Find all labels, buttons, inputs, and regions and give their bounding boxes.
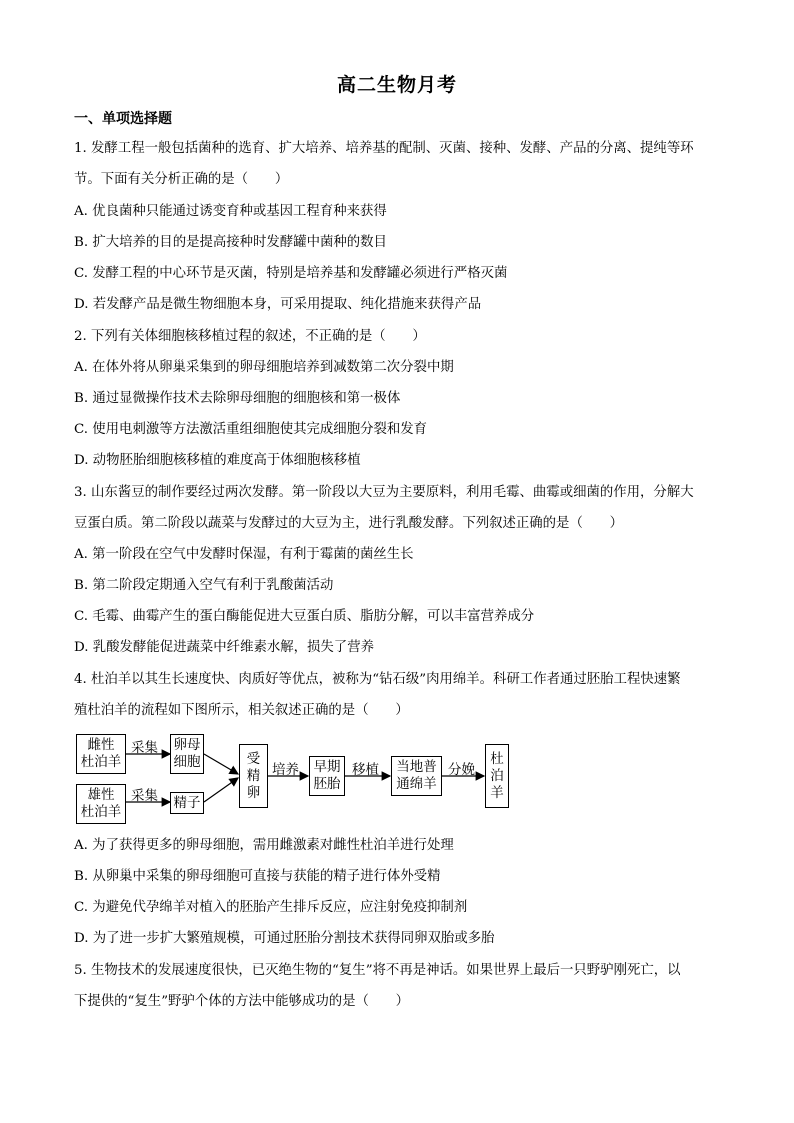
box-male-sheep (76, 784, 126, 824)
page-title: 高二生物月考 (336, 74, 457, 96)
box-offspring (485, 744, 509, 808)
label-transfer: 移植 (352, 762, 379, 778)
box-male-sheep-line-2: 杜泊羊 (80, 804, 122, 820)
question-2-stem-line-1: 2. 下列有关体细胞核移植过程的叙述，不正确的是（ ） (74, 329, 426, 344)
question-1-option-a: A. 优良菌种只能通过诱变育种或基因工程育种来获得 (74, 204, 387, 219)
question-4-option-d: D. 为了进一步扩大繁殖规模，可通过胚胎分割技术获得同卵双胎或多胎 (74, 931, 495, 946)
question-4-stem-line-2: 殖杜泊羊的流程如下图所示，相关叙述正确的是（ ） (74, 703, 409, 718)
box-female-sheep-line-2: 杜泊羊 (80, 754, 122, 770)
question-5-stem-line-1: 5. 生物技术的发展速度很快，已灭绝生物的“复生”将不再是神话。如果世界上最后一只野驴刚死亡，以 (74, 963, 681, 978)
question-4-stem-line-1: 4. 杜泊羊以其生长速度快、肉质好等优点，被称为“钻石级”肉用绵羊。科研工作者通过胚胎工程快速繁 (74, 672, 681, 687)
question-2-option-d: D. 动物胚胎细胞核移植的难度高于体细胞核移植 (74, 453, 361, 468)
arrow-sperm-to-egg (204, 778, 238, 802)
box-female-sheep-line-1: 雌性 (87, 737, 115, 753)
box-fertilized-egg (239, 744, 268, 808)
box-early-embryo (309, 756, 345, 796)
label-culture: 培养 (272, 762, 299, 778)
box-embryo-line-2: 胚胎 (313, 776, 341, 792)
label-collect-2: 采集 (131, 788, 158, 804)
box-offspring-char-3: 羊 (490, 784, 504, 801)
question-5-stem-line-2: 下提供的“复生”野驴个体的方法中能够成功的是（ ） (74, 994, 410, 1009)
question-2-option-c: C. 使用电刺激等方法激活重组细胞使其完成细胞分裂和发育 (74, 422, 428, 437)
box-local-sheep-line-2: 通绵羊 (396, 776, 437, 792)
question-1-option-c: C. 发酵工程的中心环节是灭菌，特别是培养基和发酵罐必须进行严格灭菌 (74, 266, 508, 281)
box-sperm: 精子 (170, 792, 204, 814)
question-4-option-a: A. 为了获得更多的卵母细胞，需用雌激素对雌性杜泊羊进行处理 (74, 838, 454, 853)
question-1-option-b: B. 扩大培养的目的是提高接种时发酵罐中菌种的数目 (74, 235, 387, 250)
box-egg-char-2: 精 (246, 767, 261, 784)
arrow-oocyte-to-egg (204, 754, 238, 774)
box-egg-char-1: 受 (246, 750, 261, 767)
section-heading: 一、单项选择题 (74, 111, 172, 127)
label-collect-1: 采集 (131, 740, 158, 756)
box-embryo-line-1: 早期 (313, 759, 341, 775)
box-oocyte-line-1: 卵母 (173, 737, 201, 753)
question-2-option-b: B. 通过显微操作技术去除卵母细胞的细胞核和第一极体 (74, 391, 401, 406)
question-3-option-b: B. 第二阶段定期通入空气有利于乳酸菌活动 (74, 578, 334, 593)
question-1-stem-line-1: 1. 发酵工程一般包括菌种的选育、扩大培养、培养基的配制、灭菌、接种、发酵、产品的分离、提纯等环 (74, 141, 694, 156)
box-oocyte-line-2: 细胞 (173, 754, 201, 770)
box-local-sheep (391, 756, 442, 796)
box-egg-char-3: 卵 (246, 784, 261, 801)
question-3-stem-line-2: 豆蛋白质。第二阶段以蔬菜与发酵过的大豆为主，进行乳酸发酵。下列叙述正确的是（ ） (74, 516, 624, 531)
question-3-option-d: D. 乳酸发酵能促进蔬菜中纤维素水解，损失了营养 (74, 640, 374, 655)
breeding-flow-diagram (76, 734, 516, 834)
question-3-option-c: C. 毛霉、曲霉产生的蛋白酶能促进大豆蛋白质、脂肪分解，可以丰富营养成分 (74, 609, 535, 624)
box-offspring-char-2: 泊 (490, 767, 504, 784)
box-offspring-char-1: 杜 (490, 750, 504, 767)
question-3-stem-line-1: 3. 山东酱豆的制作要经过两次发酵。第一阶段以大豆为主要原料，利用毛霉、曲霉或细菌的作用，分解大 (74, 485, 694, 500)
question-2-option-a: A. 在体外将从卵巢采集到的卵母细胞培养到减数第二次分裂中期 (74, 360, 454, 375)
box-oocyte (170, 734, 204, 774)
question-1-option-d: D. 若发酵产品是微生物细胞本身，可采用提取、纯化措施来获得产品 (74, 297, 482, 312)
question-4-option-b: B. 从卵巢中采集的卵母细胞可直接与获能的精子进行体外受精 (74, 869, 441, 884)
box-male-sheep-line-1: 雄性 (87, 787, 115, 803)
box-female-sheep (76, 734, 126, 774)
box-local-sheep-line-1: 当地普 (396, 759, 437, 775)
label-birth: 分娩 (448, 762, 475, 778)
question-3-option-a: A. 第一阶段在空气中发酵时保湿，有利于霉菌的菌丝生长 (74, 547, 414, 562)
question-4-option-c: C. 为避免代孕绵羊对植入的胚胎产生排斥反应，应注射免疫抑制剂 (74, 900, 468, 915)
question-1-stem-line-2: 节。下面有关分析正确的是（ ） (74, 172, 289, 187)
